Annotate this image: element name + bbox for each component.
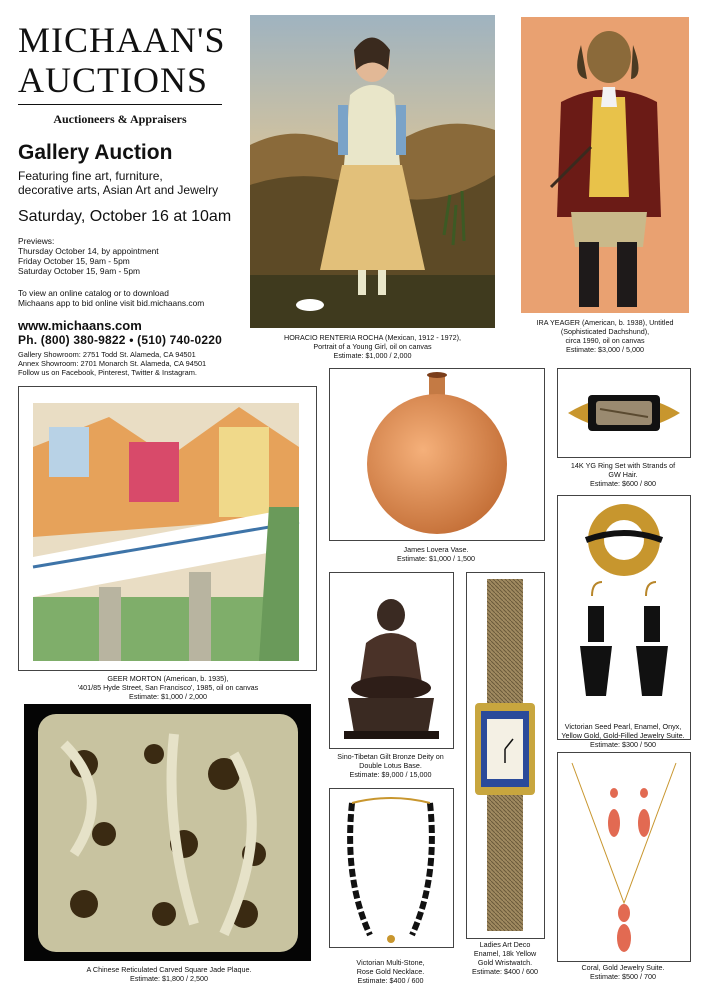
coral-frame [557, 752, 691, 962]
caption-yeager [518, 318, 692, 354]
rocha-painting [250, 15, 495, 328]
bronze-image [330, 573, 453, 748]
yeager-painting [521, 17, 689, 313]
caption-line: Ladies Art Deco [479, 940, 531, 949]
caption-line: Yellow Gold, Gold-Filled Jewelry Suite. [561, 731, 685, 740]
caption-line: Portrait of a Young Girl, oil on canvas [313, 342, 432, 351]
caption-line: Estimate: $500 / 700 [590, 972, 656, 981]
coral-image [558, 753, 690, 961]
address-line: Annex Showroom: 2701 Monarch St. Alameda, CA 94501 [18, 359, 207, 368]
logo-line-1: MICHAAN'S [18, 20, 226, 60]
caption-line: Estimate: $1,000 / 1,500 [397, 554, 475, 563]
caption-line: (Sophisticated Dachshund), [560, 327, 650, 336]
caption-line: Double Lotus Base. [359, 761, 422, 770]
featuring-text [18, 169, 218, 197]
featuring-line: Featuring fine art, furniture, [18, 169, 163, 183]
caption-line: '401/85 Hyde Street, San Francisco', 1985, oil on canvas [77, 683, 259, 692]
tagline: Auctioneers & Appraisers [53, 112, 187, 126]
caption-line: Estimate: $400 / 600 [472, 967, 538, 976]
necklace-image [330, 789, 453, 947]
preview-line: Previews: [18, 236, 55, 246]
caption-line: Estimate: $1,000 / 2,000 [333, 351, 412, 360]
morton-painting-frame [18, 386, 317, 671]
previews [18, 236, 159, 276]
necklace-frame [329, 788, 454, 948]
ring-image [558, 369, 690, 457]
morton-painting [19, 387, 316, 670]
caption-coral [555, 963, 691, 981]
caption-line: circa 1990, oil on canvas [565, 336, 645, 345]
logo-divider [18, 104, 222, 105]
ring-frame [557, 368, 691, 458]
catalog-line: Michaans app to bid online visit bid.michaans.com [18, 298, 205, 308]
caption-rocha [250, 333, 495, 360]
preview-line: Friday October 15, 9am - 5pm [18, 256, 130, 266]
watch-frame [466, 572, 545, 939]
caption-jade [24, 965, 314, 983]
bronze-frame [329, 572, 454, 749]
caption-line: Estimate: $9,000 / 15,000 [349, 770, 432, 779]
caption-vase [329, 545, 543, 563]
caption-bronze [329, 752, 452, 779]
caption-line: A Chinese Reticulated Carved Square Jade Plaque. [86, 965, 252, 974]
caption-ring [555, 461, 691, 488]
caption-line: Estimate: $600 / 800 [590, 479, 656, 488]
caption-line: Rose Gold Necklace. [356, 967, 425, 976]
vase-frame [329, 368, 545, 541]
caption-line: Sino-Tibetan Gilt Bronze Deity on [337, 752, 444, 761]
caption-watch [462, 940, 548, 976]
caption-line: Victorian Multi-Stone, [356, 958, 425, 967]
caption-line: Coral, Gold Jewelry Suite. [581, 963, 665, 972]
addresses [18, 350, 206, 377]
preview-line: Saturday October 15, 9am - 5pm [18, 266, 140, 276]
caption-line: GEER MORTON (American, b. 1935), [107, 674, 229, 683]
caption-line: IRA YEAGER (American, b. 1938), Untitled [536, 318, 674, 327]
caption-line: 14K YG Ring Set with Strands of [570, 461, 676, 470]
logo-line-2: AUCTIONS [18, 60, 209, 100]
caption-line: Estimate: $1,000 / 2,000 [129, 692, 207, 701]
victorian-image [558, 496, 690, 739]
caption-line: Victorian Seed Pearl, Enamel, Onyx, [564, 722, 682, 731]
caption-line: Estimate: $1,800 / 2,500 [130, 974, 208, 983]
phone-numbers: Ph. (800) 380-9822 • (510) 740-0220 [18, 333, 222, 347]
vase-image [330, 369, 544, 540]
page-title: Gallery Auction [18, 141, 173, 164]
catalog-line: To view an online catalog or to download [18, 288, 169, 298]
caption-line: GW Hair. [608, 470, 638, 479]
address-line: Gallery Showroom: 2751 Todd St. Alameda, CA 94501 [18, 350, 196, 359]
watch-image [467, 573, 544, 938]
featuring-line: decorative arts, Asian Art and Jewelry [18, 183, 219, 197]
caption-line: Estimate: $400 / 600 [357, 976, 424, 985]
caption-victorian [555, 722, 691, 749]
catalog-info [18, 288, 204, 308]
caption-line: Enamel, 18k Yellow [473, 949, 537, 958]
preview-line: Thursday October 14, by appointment [18, 246, 159, 256]
auction-date: Saturday, October 16 at 10am [18, 208, 232, 225]
caption-line: Gold Wristwatch. [477, 958, 533, 967]
address-line: Follow us on Facebook, Pinterest, Twitter & Instagram. [18, 368, 197, 377]
victorian-frame [557, 495, 691, 740]
website-link[interactable]: www.michaans.com [18, 318, 142, 333]
caption-morton [18, 674, 318, 701]
caption-line: HORACIO RENTERIA ROCHA (Mexican, 1912 - 1972), [284, 333, 461, 342]
caption-line: Estimate: $300 / 500 [590, 740, 656, 749]
caption-line: Estimate: $3,000 / 5,000 [566, 345, 644, 354]
caption-necklace [329, 958, 452, 985]
caption-line: James Lovera Vase. [403, 545, 469, 554]
jade-plaque [24, 704, 311, 961]
